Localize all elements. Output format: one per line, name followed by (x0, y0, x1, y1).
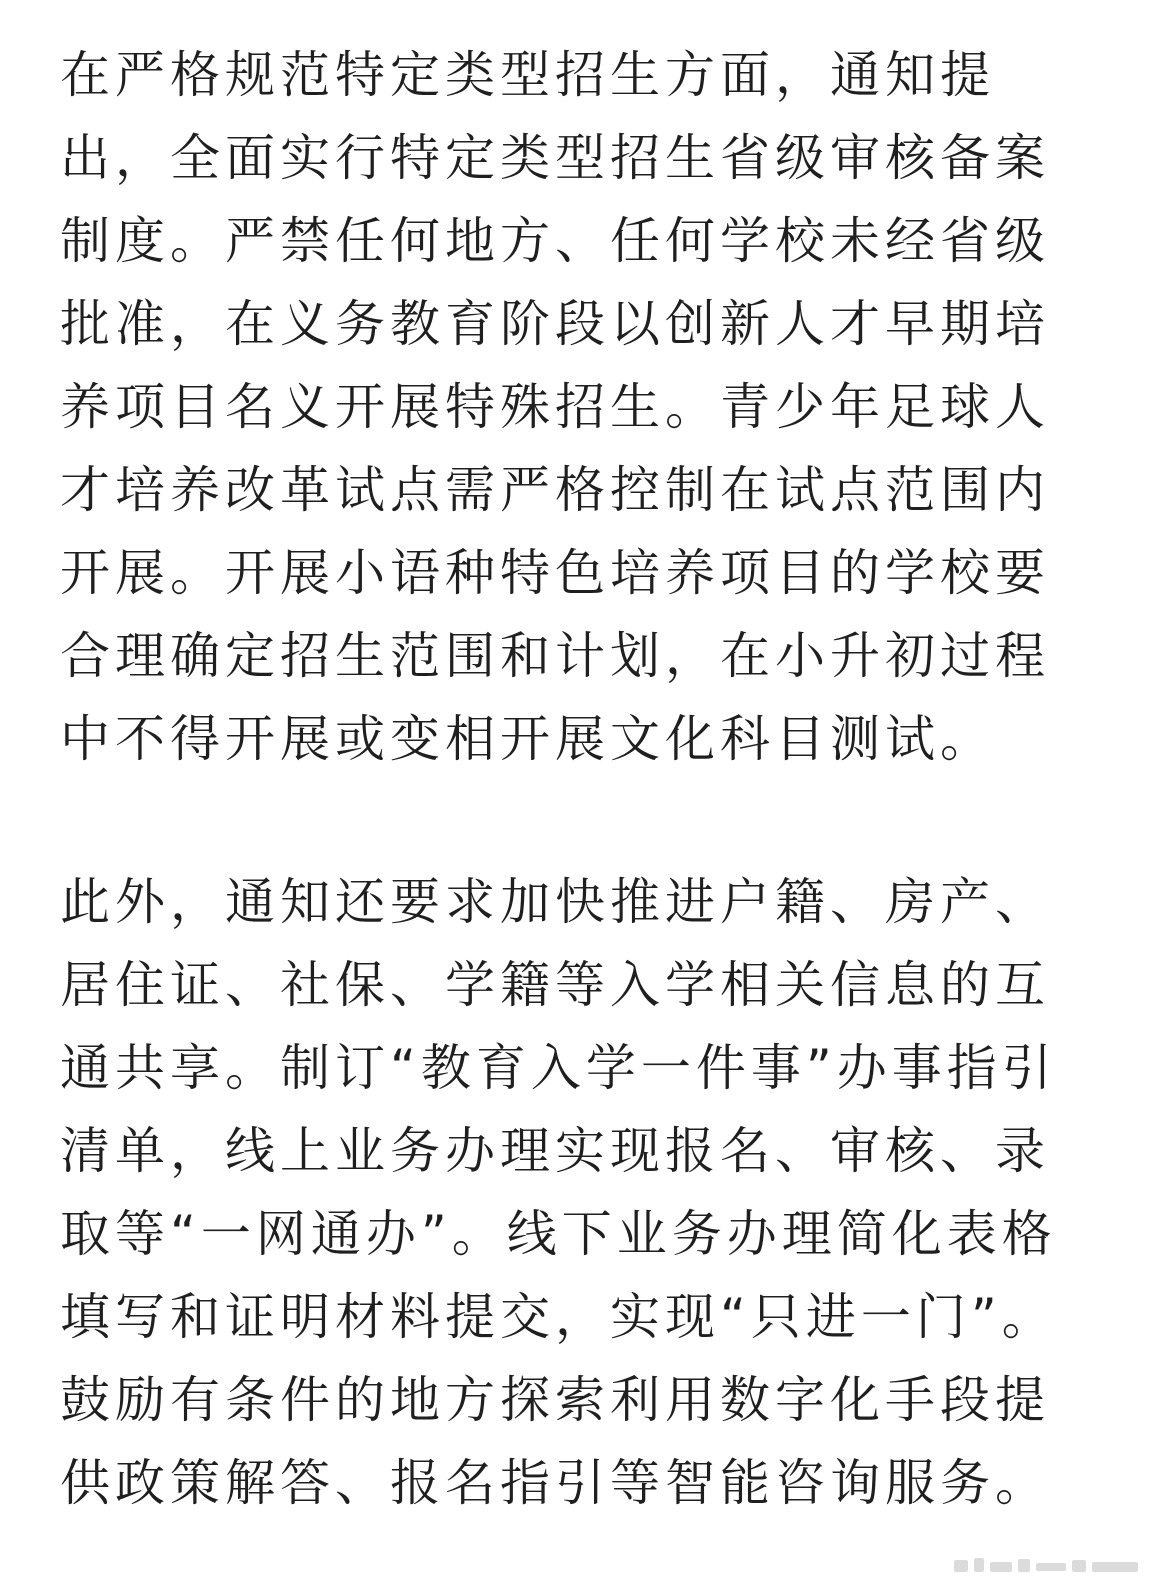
text-line: 通共享。制订“教育入学一件事”办事指引 (60, 1039, 1057, 1097)
text-line: 在严格规范特定类型招生方面，通知提 (60, 46, 995, 104)
text-line: 取等“一网通办”。线下业务办理简化表格 (60, 1205, 1057, 1263)
text-line: 合理确定招生范围和计划，在小升初过程 (60, 627, 1050, 685)
text-line: 鼓励有条件的地方探索利用数字化手段提 (60, 1371, 1050, 1429)
text-line: 供政策解答、报名指引等智能咨询服务。 (60, 1454, 1050, 1512)
article-body (60, 34, 1110, 1525)
text-line: 中不得开展或变相开展文化科目测试。 (60, 710, 995, 768)
text-line: 养项目名义开展特殊招生。青少年足球人 (60, 378, 1050, 436)
text-line: 出，全面实行特定类型招生省级审核备案 (60, 129, 1050, 187)
text-line: 制度。严禁任何地方、任何学校未经省级 (60, 212, 1050, 270)
text-line: 居住证、社保、学籍等入学相关信息的互 (60, 956, 1050, 1014)
watermark-logo (952, 1554, 1142, 1576)
paragraph-2 (60, 861, 1110, 1525)
paragraph-1 (60, 34, 1110, 781)
text-line: 清单，线上业务办理实现报名、审核、录 (60, 1122, 1050, 1180)
text-line: 填写和证明材料提交，实现“只进一门”。 (60, 1288, 1057, 1346)
text-line: 批准，在义务教育阶段以创新人才早期培 (60, 295, 1050, 353)
text-line: 此外，通知还要求加快推进户籍、房产、 (60, 873, 1050, 931)
text-line: 开展。开展小语种特色培养项目的学校要 (60, 544, 1050, 602)
text-line: 才培养改革试点需严格控制在试点范围内 (60, 461, 1050, 519)
